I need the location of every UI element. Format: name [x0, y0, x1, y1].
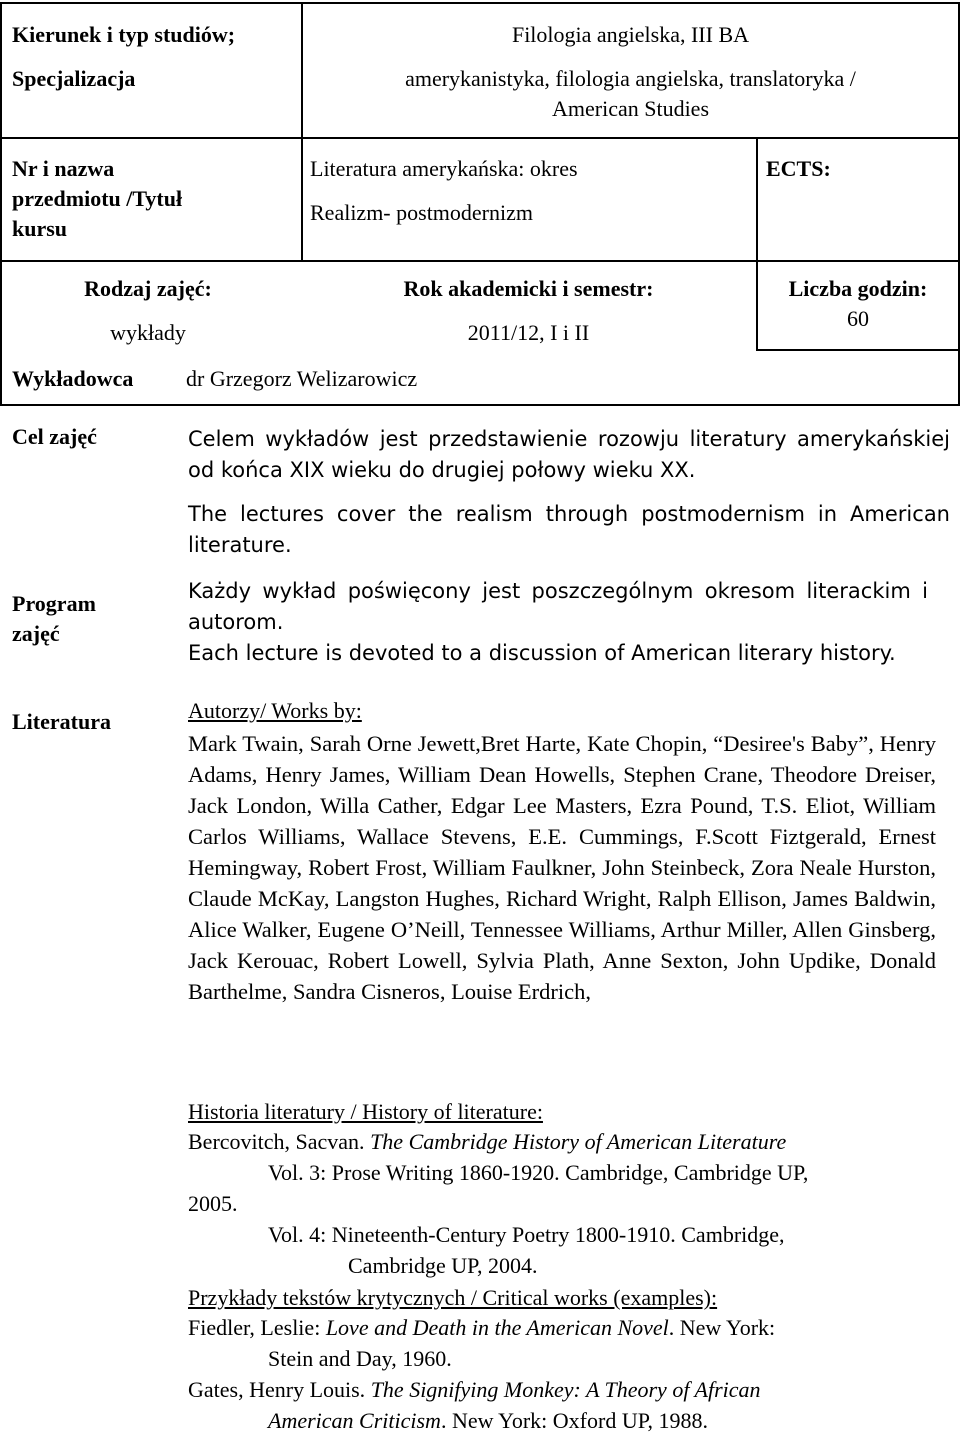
critical-1-publisher: Stein and Day, 1960. [268, 1346, 452, 1371]
program-label-line2: zajęć [12, 621, 60, 646]
hours-label: Liczba godzin: [788, 276, 928, 301]
history-heading: Historia literatury / History of literature: [188, 1099, 543, 1124]
critical-1-title: Love and Death in the American Novel [325, 1315, 669, 1340]
critical-2-title-1: The Signifying Monkey: A Theory of African [370, 1377, 761, 1402]
authors-list: Mark Twain, Sarah Orne Jewett,Bret Harte, Kate Chopin, “Desiree's Baby”, Henry Adams, Henry James, William Dean Howells, Stephen Crane, Theodore Dreiser, Jack London, Willa Cather, Edgar Lee Masters, Ezra Pound, T.S. Eliot, William Carlos Williams, Wallace Stevens, E.E. Cummings, F.Scott Fiztgerald, Ernest Hemingway, Robert Frost, William Faulkner, John Steinbeck, Zora Neale Hurston, Claude McKay, Langston Hughes, Richard Wright, Ralph Ellison, James Baldwin, Alice Walker, Eugene O’Neill, Tennessee Williams, Arthur Miller, Allen Ginsberg, Jack Kerouac, Robert Lowell, Sylvia Plath, Anne Sexton, John Updike, Donald Barthelme, Sandra Cisneros, Louise Erdrich, [188, 731, 936, 1004]
critical-1-author: Fiedler, Leslie: [188, 1315, 321, 1340]
ects-label: ECTS: [766, 156, 831, 181]
class-type-label: Rodzaj zajęć: [84, 276, 212, 301]
field-of-study-label: Kierunek i typ studiów; [12, 22, 236, 47]
course-name-label-line1: Nr i nazwa [12, 156, 115, 181]
program-text-pl: Każdy wykład poświęcony jest poszczególnym okresom literackim i autorom. [188, 579, 928, 634]
critical-2-rest: . New York: Oxford UP, 1988. [440, 1408, 709, 1433]
program-label-line1: Program [12, 591, 96, 616]
course-name-value-line2: Realizm- postmodernizm [310, 200, 533, 225]
critical-entry-1 [188, 1315, 775, 1341]
specialization-value-line1: amerykanistyka, filologia angielska, translatoryka / [405, 66, 856, 91]
history-vol3: Vol. 3: Prose Writing 1860-1920. Cambridge, Cambridge UP, [268, 1160, 809, 1185]
history-title: The Cambridge History of American Literature [370, 1129, 787, 1154]
course-name-value-line1: Literatura amerykańska: okres [310, 156, 578, 181]
specialization-label: Specjalizacja [12, 66, 136, 91]
goal-text-pl: Celem wykładów jest przedstawienie rozowju literatury amerykańskiej od końca XIX wieku do drugiej połowy wieku XX. [188, 427, 950, 482]
class-type-value: wykłady [110, 320, 186, 345]
academic-year-label: Rok akademicki i semestr: [403, 276, 654, 301]
literature-label: Literatura [12, 709, 111, 734]
critical-entry-2 [188, 1377, 761, 1403]
critical-1-rest: . New York: [668, 1315, 776, 1340]
history-vol4-publisher: Cambridge UP, 2004. [348, 1253, 538, 1278]
lecturer-value: dr Grzegorz Welizarowicz [186, 366, 418, 391]
academic-year-value: 2011/12, I i II [467, 320, 590, 345]
critical-entry-2-cont [268, 1408, 708, 1434]
authors-heading: Autorzy/ Works by: [188, 698, 362, 723]
history-vol3-year: 2005. [188, 1191, 238, 1216]
critical-works-heading: Przykłady tekstów krytycznych / Critical works (examples): [188, 1285, 718, 1310]
critical-2-author: Gates, Henry Louis. [188, 1377, 366, 1402]
table-row-divider-4 [0, 404, 960, 406]
history-entry-1 [188, 1129, 786, 1155]
course-name-label-line2: przedmiotu /Tytuł [12, 186, 183, 211]
field-of-study-value: Filologia angielska, III BA [511, 22, 750, 47]
history-vol4: Vol. 4: Nineteenth-Century Poetry 1800-1910. Cambridge, [268, 1222, 785, 1247]
lecturer-label: Wykładowca [12, 366, 134, 391]
table-row-divider-1 [0, 137, 960, 139]
table-row-divider-2 [0, 260, 960, 262]
goal-text-en: The lectures cover the realism through postmodernism in American literature. [188, 502, 950, 557]
goal-label: Cel zajęć [12, 424, 97, 449]
hours-value: 60 [847, 306, 869, 331]
specialization-value-line2: American Studies [551, 96, 710, 121]
table-row-divider-3 [756, 349, 960, 351]
course-name-label-line3: kursu [12, 216, 68, 241]
table-border-top [0, 2, 960, 4]
critical-2-title-2: American Criticism [268, 1408, 441, 1433]
program-text-en: Each lecture is devoted to a discussion of American literary history. [188, 641, 896, 665]
history-author: Bercovitch, Sacvan. [188, 1129, 365, 1154]
table-col-divider-2 [301, 137, 303, 262]
